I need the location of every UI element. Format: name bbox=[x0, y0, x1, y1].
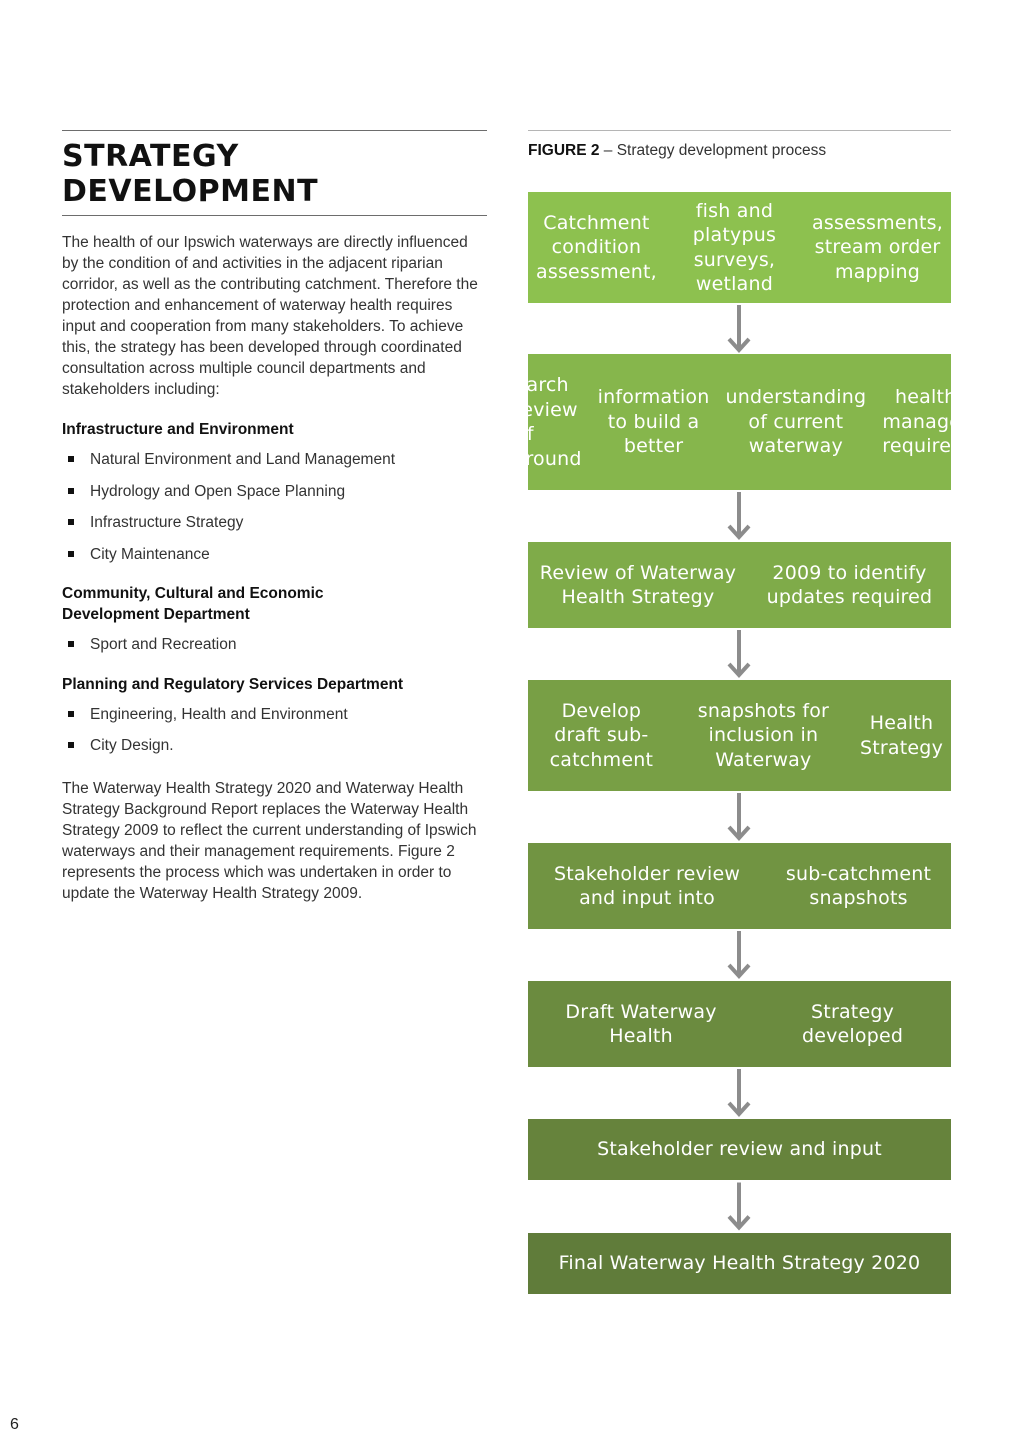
department-heading-line: Development Department bbox=[62, 606, 250, 623]
step-line: sub-catchment snapshots bbox=[785, 862, 932, 909]
list-item: City Maintenance bbox=[62, 544, 487, 576]
figure-caption bbox=[528, 140, 951, 162]
department-list bbox=[62, 634, 487, 666]
step-line: snapshots for inclusion in Waterway bbox=[697, 699, 830, 771]
step-line: 2009 to identify updates required bbox=[766, 561, 933, 608]
heading-bottom-rule bbox=[62, 215, 487, 216]
outro-paragraph: The Waterway Health Strategy 2020 and Waterway Health Strategy Background Report replaces the Waterway Health Strategy 2009 to reflect the current understanding of Ipswich waterways and their management requirements. Figure 2 represents the process which was undertaken in order to update the Waterway Health Strategy 2009. bbox=[62, 779, 477, 902]
step-line: Stakeholder review and input into bbox=[553, 862, 741, 909]
down-arrow-icon bbox=[727, 491, 751, 541]
list-item: Hydrology and Open Space Planning bbox=[62, 481, 487, 513]
list-item: Engineering, Health and Environment bbox=[62, 704, 487, 736]
process-step bbox=[528, 1233, 951, 1294]
department-list bbox=[62, 704, 487, 767]
department-list bbox=[62, 449, 487, 575]
list-item: Natural Environment and Land Management bbox=[62, 449, 487, 481]
step-line: Catchment condition assessment, bbox=[536, 211, 657, 283]
department-heading-line: Planning and Regulatory Services Department bbox=[62, 675, 404, 693]
down-arrow-icon bbox=[727, 304, 751, 354]
department-section bbox=[62, 674, 487, 767]
process-step bbox=[528, 680, 951, 791]
department-section bbox=[62, 583, 487, 666]
step-line: fish and platypus surveys, wetland bbox=[692, 199, 777, 295]
figure-label: FIGURE 2 bbox=[528, 142, 600, 159]
intro-paragraph: The health of our Ipswich waterways are directly influenced by the condition of and activities in the adjacent riparian corridor, as well as the contributing catchment. Therefore the protection and enhancement of waterway health requires input and cooperation from many stakeholders. To achieve this, the strategy has been developed through coordinated consultation across multiple council departments and stakeholders including: bbox=[62, 234, 478, 398]
step-line: Draft Waterway Health bbox=[565, 1000, 717, 1047]
figure-top-rule bbox=[528, 130, 951, 131]
down-arrow-icon bbox=[727, 1181, 751, 1232]
step-line: Health Strategy bbox=[860, 712, 944, 759]
department-heading bbox=[62, 674, 487, 695]
step-line: Stakeholder review and input bbox=[597, 1138, 882, 1161]
step-line: Strategy developed bbox=[801, 1000, 904, 1047]
down-arrow-icon bbox=[727, 1068, 751, 1118]
step-line: information to build a better bbox=[597, 386, 710, 458]
down-arrow-icon bbox=[727, 629, 751, 679]
step-line: health and management requirements bbox=[882, 386, 1012, 458]
step-line: Review of Waterway Health Strategy bbox=[539, 561, 737, 608]
department-section bbox=[62, 419, 487, 575]
page-title-line: DEVELOPMENT bbox=[62, 174, 319, 209]
page-title-line: STRATEGY bbox=[62, 139, 239, 174]
page-number: 6 bbox=[10, 1416, 19, 1433]
list-item: City Design. bbox=[62, 735, 487, 767]
process-step bbox=[528, 843, 951, 929]
heading-top-rule bbox=[62, 130, 487, 131]
department-heading-line: Infrastructure and Environment bbox=[62, 421, 294, 438]
step-line: assessments, stream order mapping bbox=[812, 211, 943, 283]
left-column bbox=[62, 130, 487, 904]
down-arrow-icon bbox=[727, 930, 751, 980]
step-line: understanding of current waterway bbox=[725, 386, 867, 458]
process-step bbox=[528, 542, 951, 628]
department-heading bbox=[62, 583, 487, 625]
process-step bbox=[528, 192, 951, 303]
step-line: Develop draft sub-catchment bbox=[549, 699, 654, 771]
process-step bbox=[467, 354, 1012, 490]
department-heading bbox=[62, 419, 487, 440]
department-heading-line: Community, Cultural and Economic bbox=[62, 585, 324, 602]
process-step bbox=[528, 981, 951, 1067]
list-item: Sport and Recreation bbox=[62, 634, 487, 666]
figure-header bbox=[528, 130, 951, 162]
figure-caption-text: – Strategy development process bbox=[599, 142, 827, 159]
step-line: Final Waterway Health Strategy 2020 bbox=[558, 1252, 921, 1275]
process-step bbox=[528, 1119, 951, 1180]
list-item: Infrastructure Strategy bbox=[62, 512, 487, 544]
page-title bbox=[62, 139, 487, 209]
down-arrow-icon bbox=[727, 792, 751, 842]
step-line: Research and review of background bbox=[467, 374, 582, 470]
